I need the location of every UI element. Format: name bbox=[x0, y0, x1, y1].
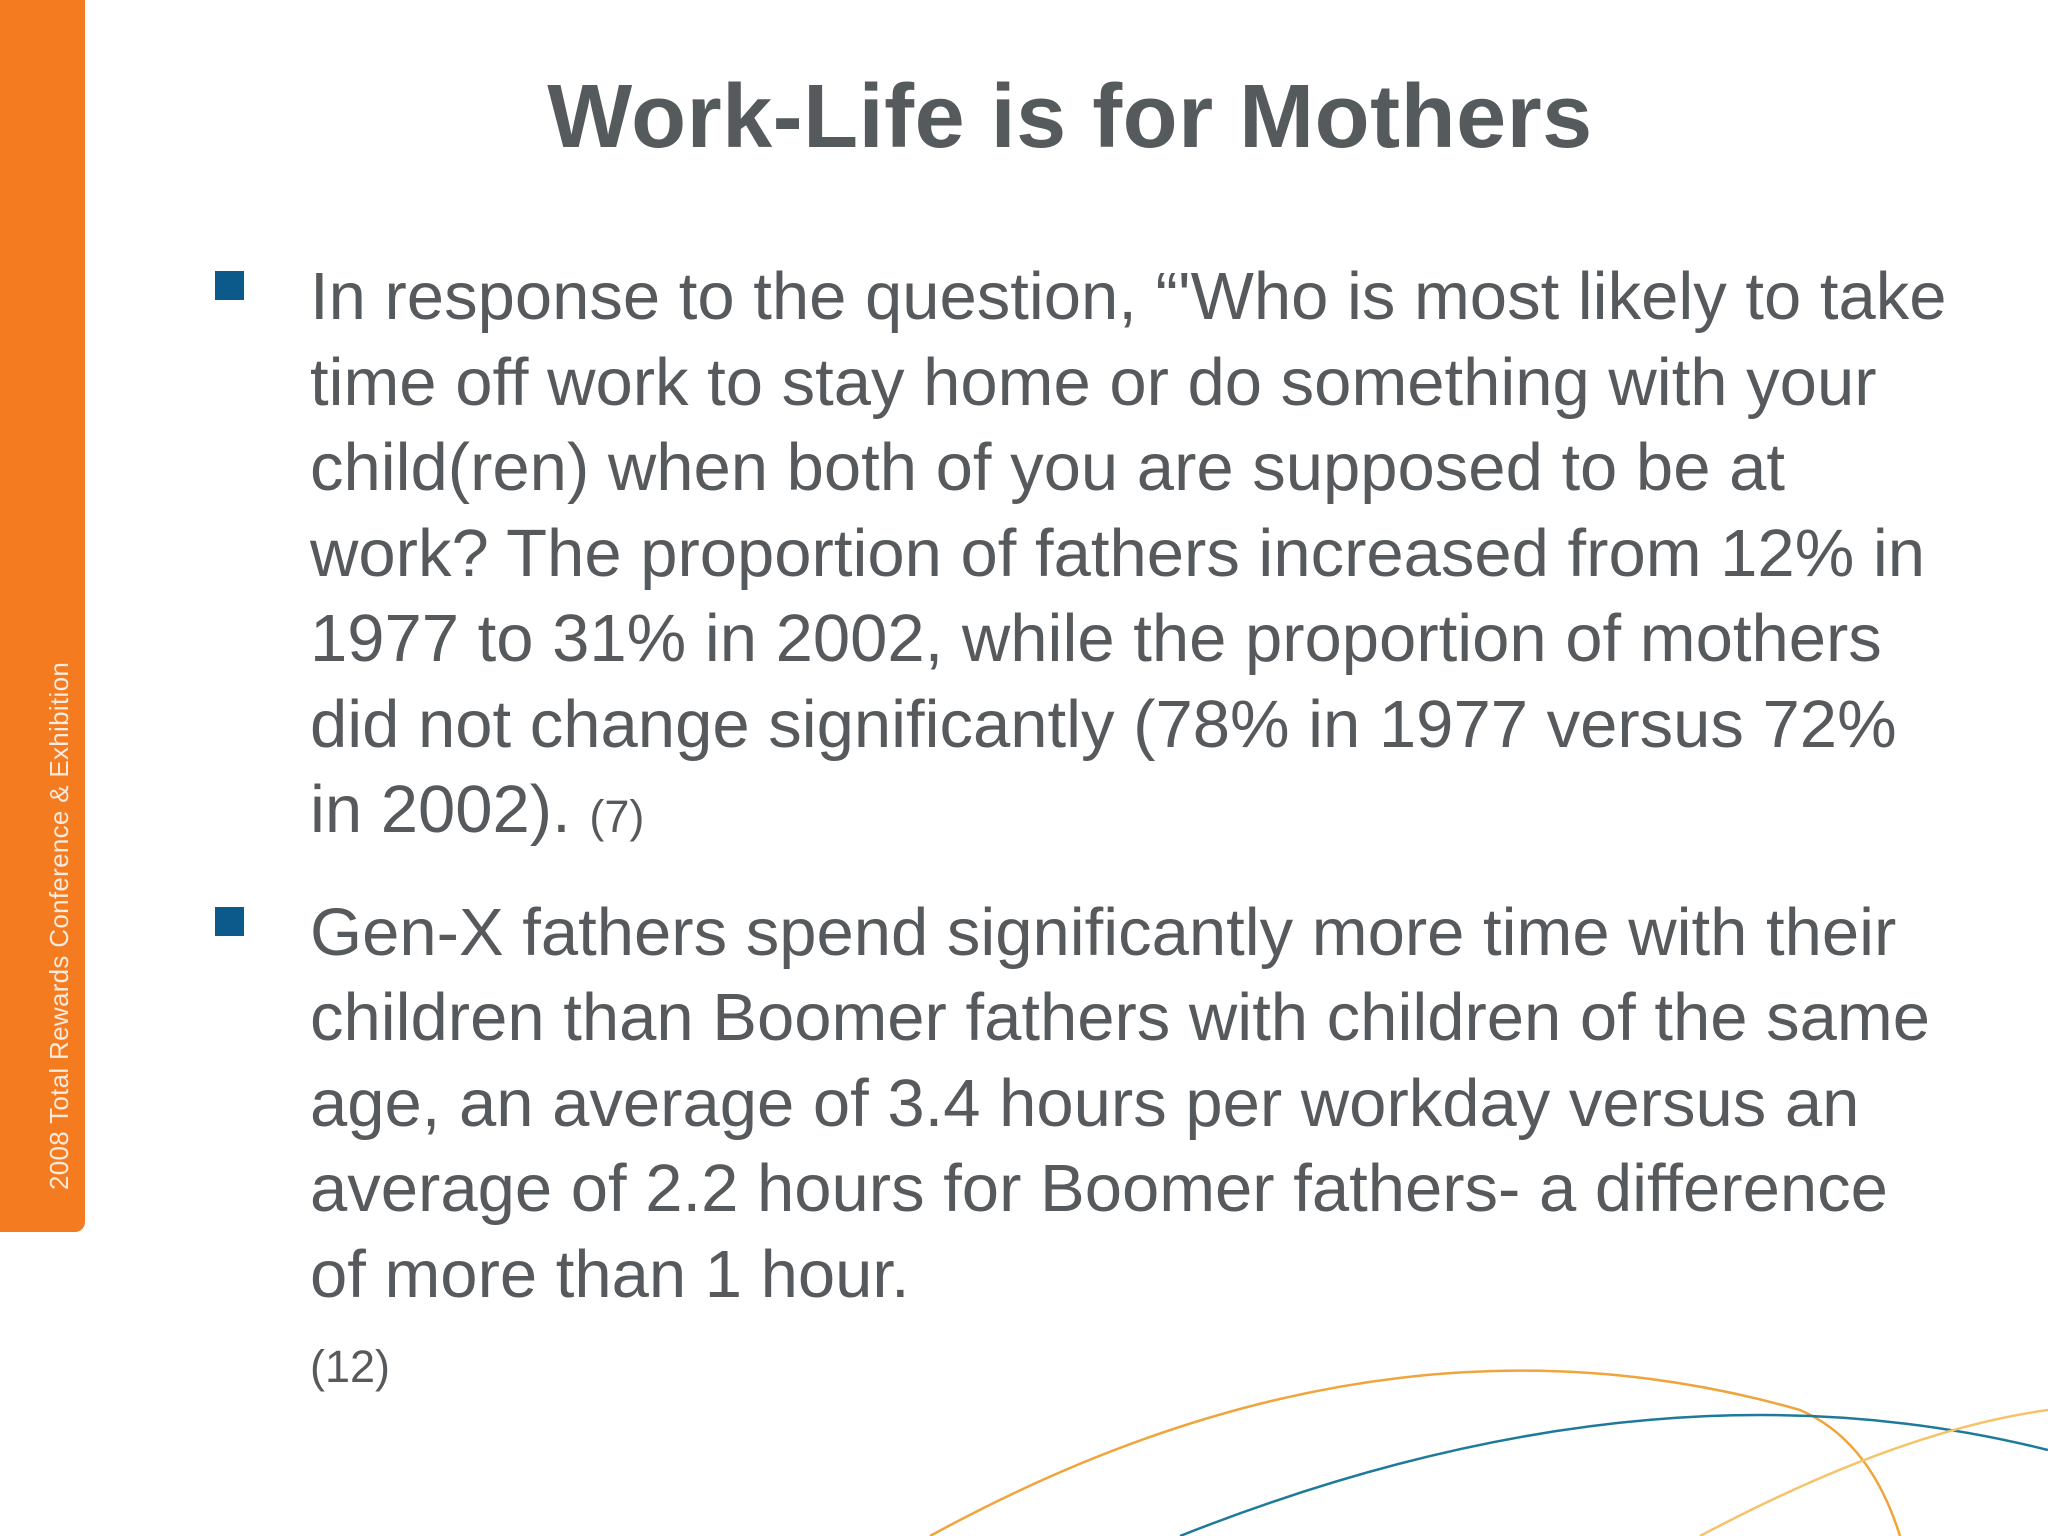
bullet-reference: (7) bbox=[589, 791, 645, 842]
bullet-item bbox=[215, 254, 1955, 860]
bullet-text: In response to the question, “'Who is most likely to take time off work to stay home or do something with your child(ren) when both of you are supposed to be at work? The proportion of fathers increased from 12% in 1977 to 31% in 2002, while the proportion of mothers did not change significantly (78% in 1977 versus 72% in 2002). bbox=[310, 259, 1947, 847]
slide-title: Work-Life is for Mothers bbox=[547, 67, 1593, 167]
blue-arc bbox=[1180, 1415, 2048, 1536]
square-bullet-icon bbox=[215, 907, 244, 936]
bullet-item bbox=[215, 890, 1955, 1410]
bullet-text: Gen-X fathers spend significantly more time with their children than Boomer fathers with children of the same age, an average of 3.4 hours per workday versus an average of 2.2 hours for Boomer fathers- a difference of more than 1 hour. bbox=[310, 894, 1931, 1312]
light-orange-arc bbox=[1700, 1410, 2048, 1536]
bullet-list bbox=[215, 254, 1955, 1410]
bullet-reference: (12) bbox=[310, 1341, 391, 1392]
side-bar bbox=[0, 0, 85, 1232]
square-bullet-icon bbox=[215, 271, 244, 300]
conference-caption: 2008 Total Rewards Conference & Exhibition bbox=[44, 661, 74, 1190]
